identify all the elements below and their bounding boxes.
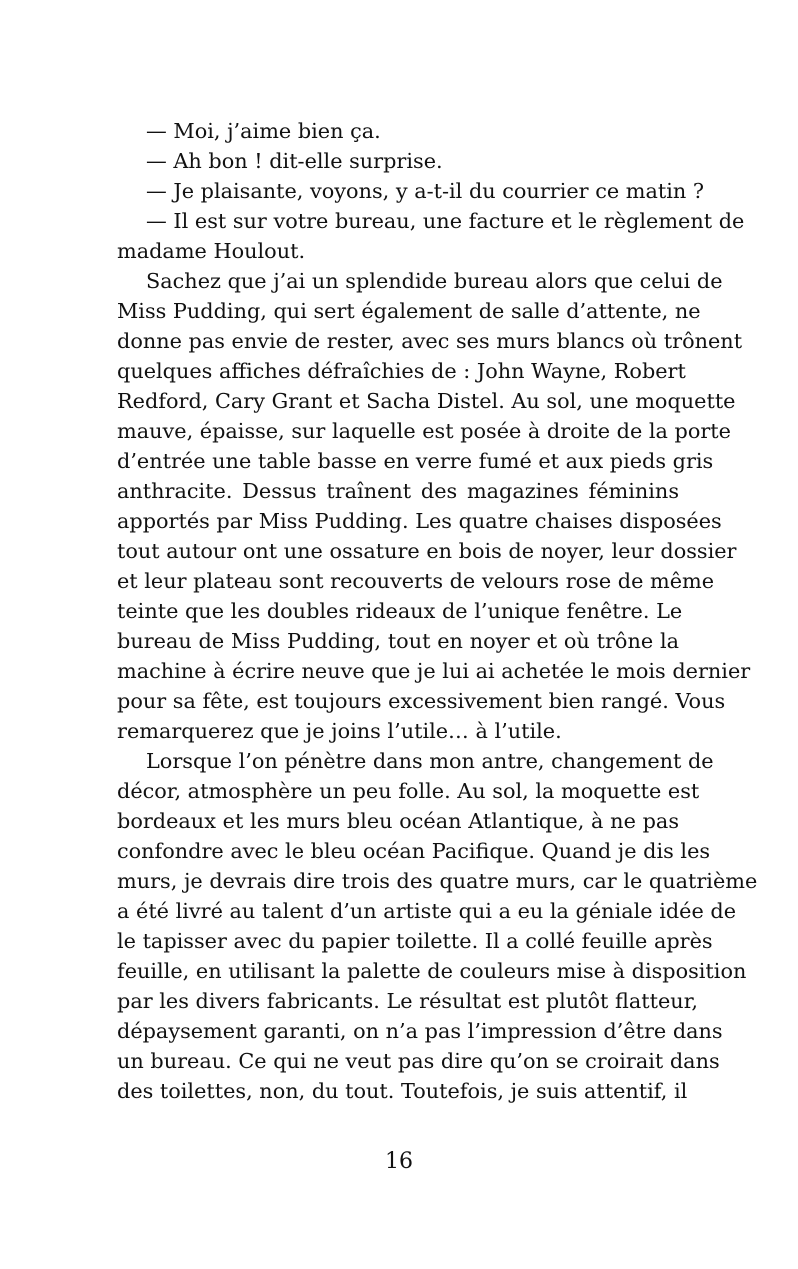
text-line: Sachez que j’ai un splendide bureau alors que celui de (146, 269, 723, 293)
text-line: — Je plaisante, voyons, y a-t-il du courrier ce matin ? (146, 179, 705, 203)
text-line: bordeaux et les murs bleu océan Atlantique, à ne pas (117, 809, 679, 833)
text-line: d’entrée une table basse en verre fumé et aux pieds gris (117, 449, 714, 473)
text-line: teinte que les doubles rideaux de l’unique fenêtre. Le (117, 599, 683, 623)
text-line: décor, atmosphère un peu folle. Au sol, la moquette est (117, 779, 700, 803)
text-line: quelques affiches défraîchies de : John Wayne, Robert (117, 359, 686, 383)
text-line: — Ah bon ! dit-elle surprise. (146, 149, 443, 173)
text-line: — Moi, j’aime bien ça. (146, 119, 381, 143)
text-line: mauve, épaisse, sur laquelle est posée à droite de la porte (117, 419, 731, 443)
text-line: le tapisser avec du papier toilette. Il a collé feuille après (117, 929, 713, 953)
text-line: donne pas envie de rester, avec ses murs blancs où trônent (117, 329, 743, 353)
text-line: et leur plateau sont recouverts de velours rose de même (117, 569, 715, 593)
text-line: bureau de Miss Pudding, tout en noyer et où trône la (117, 629, 679, 653)
text-line: Redford, Cary Grant et Sacha Distel. Au sol, une moquette (117, 389, 736, 413)
text-line: confondre avec le bleu océan Pacifique. Quand je dis les (117, 839, 711, 863)
page-body (117, 116, 758, 1106)
text-line: pour sa fête, est toujours excessivement bien rangé. Vous (117, 689, 726, 713)
text-line: apportés par Miss Pudding. Les quatre chaises disposées (117, 509, 722, 533)
text-line: par les divers fabricants. Le résultat est plutôt flatteur, (117, 989, 698, 1013)
text-line: machine à écrire neuve que je lui ai achetée le mois dernier (117, 659, 751, 683)
text-line: — Il est sur votre bureau, une facture et le règlement de (146, 209, 745, 233)
text-line: remarquerez que je joins l’utile… à l’utile. (117, 719, 562, 743)
text-line: murs, je devrais dire trois des quatre murs, car le quatrième (117, 869, 758, 893)
page-number: 16 (385, 1149, 413, 1174)
text-line: feuille, en utilisant la palette de couleurs mise à disposition (117, 959, 747, 983)
text-line: des toilettes, non, du tout. Toutefois, je suis attentif, il (117, 1079, 688, 1103)
text-line: un bureau. Ce qui ne veut pas dire qu’on se croirait dans (117, 1049, 720, 1073)
text-line: a été livré au talent d’un artiste qui a eu la géniale idée de (117, 899, 737, 923)
text-line: dépaysement garanti, on n’a pas l’impression d’être dans (117, 1019, 723, 1043)
text-line: anthracite. Dessus traînent des magazines féminins (117, 479, 679, 503)
text-line: madame Houlout. (117, 239, 306, 263)
text-line: tout autour ont une ossature en bois de noyer, leur dossier (117, 539, 737, 563)
text-line: Miss Pudding, qui sert également de salle d’attente, ne (117, 299, 701, 323)
text-line: Lorsque l’on pénètre dans mon antre, changement de (146, 749, 714, 773)
